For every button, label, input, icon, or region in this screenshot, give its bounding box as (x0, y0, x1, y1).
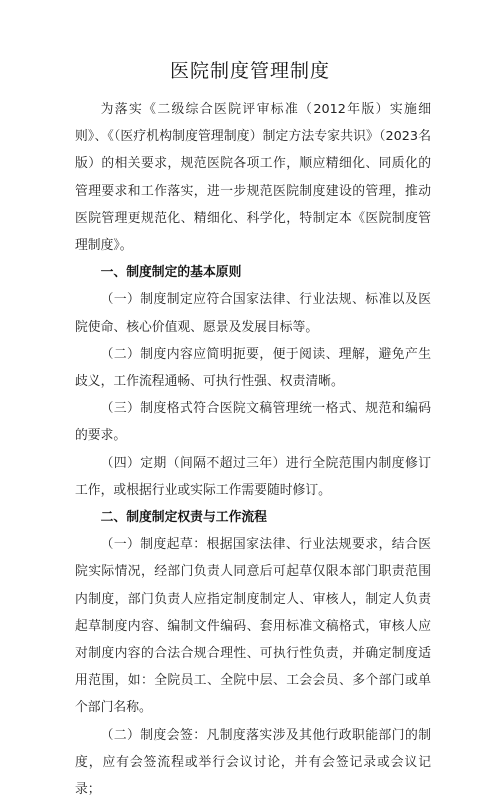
document-body (75, 96, 431, 803)
principle-paragraph-3: （三）制度格式符合医院文稿管理统一格式、规范和编码的要求。 (75, 401, 431, 444)
principle-paragraph-4: （四）定期（间隔不超过三年）进行全院范围内制度修订工作，或根据行业或实际工作需要随时修订。 (75, 455, 431, 498)
section-heading-principles: 一、制度制定的基本原则 (100, 265, 242, 281)
principle-paragraph-1: （一）制度制定应符合国家法律、行业法规、标准以及医院使命、核心价值观、愿景及发展目标等。 (75, 292, 431, 335)
document-title: 医院制度管理制度 (169, 60, 330, 82)
intro-paragraph: 为落实《二级综合医院评审标准（2012年版）实施细则》、《（医疗机构制度管理制度）制定方法专家共识》（2023名版）的相关要求，规范医院各项工作，顺应精细化、同质化的管理要求和工作落实，进一步规范医院制度建设的管理，推动医院管理更规范化、精细化、科学化，特制定本《医院制度管理制度》。 (75, 102, 431, 254)
section-heading-workflow: 二、制度制定权责与工作流程 (100, 510, 267, 526)
workflow-paragraph-drafting: （一）制度起草：根据国家法律、行业法规要求，结合医院实际情况，经部门负责人同意后可起草仅限本部门职责范围内制度，部门负责人应指定制度制定人、审核人，制定人负责起草制度内容、编制文件编码、套用标准文稿格式，审核人应对制度内容的合法合规合理性、可执行性负责，并确定制度适用范围，如：全院员工、全院中层、工会会员、多个部门或单个部门名称。 (75, 537, 431, 716)
principle-paragraph-2: （二）制度内容应简明扼要，便于阅读、理解，避免产生歧义，工作流程通畅、可执行性强、权责清晰。 (75, 346, 431, 390)
workflow-paragraph-countersign: （二）制度会签：凡制度落实涉及其他行政职能部门的制度，应有会签流程或举行会议讨论，并有会签记录或会议记录； (75, 727, 431, 798)
